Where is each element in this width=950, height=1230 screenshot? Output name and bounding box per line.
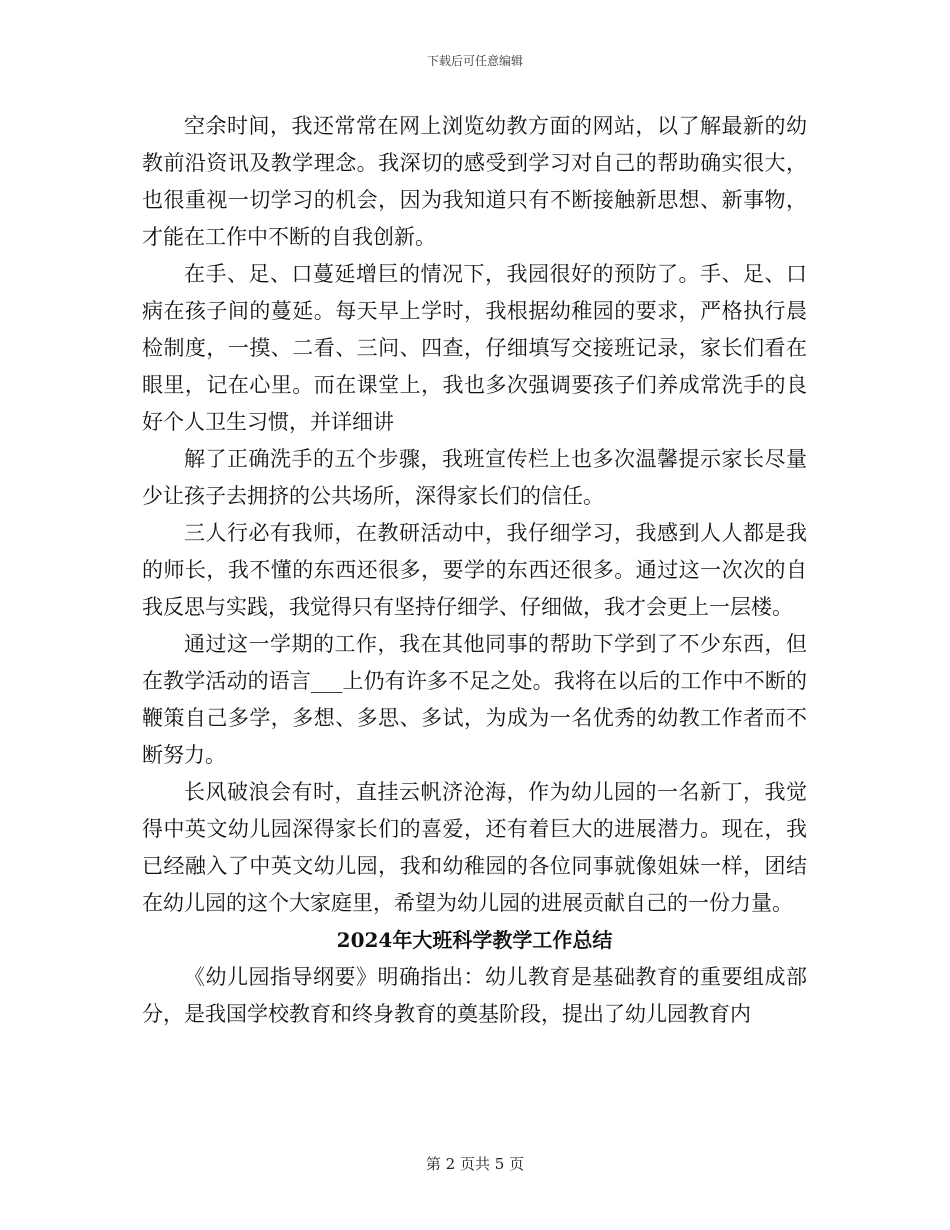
paragraph: 解了正确洗手的五个步骤，我班宣传栏上也多次温馨提示家长尽量少让孩子去拥挤的公共场所，深得家长们的信任。	[142, 447, 807, 508]
paragraph: 空余时间，我还常常在网上浏览幼教方面的网站，以了解最新的幼教前沿资讯及教学理念。我深切的感受到学习对自己的帮助确实很大，也很重视一切学习的机会，因为我知道只有不断接触新思想、新事物，才能在工作中不断的自我创新。	[142, 114, 807, 249]
section-title: 2024年大班科学教学工作总结	[336, 928, 613, 952]
page-footer: 第 2 页共 5 页	[425, 1155, 525, 1173]
paragraph: 长风破浪会有时，直挂云帆济沧海，作为幼儿园的一名新丁，我觉得中英文幼儿园深得家长们的喜爱，还有着巨大的进展潜力。现在，我已经融入了中英文幼儿园，我和幼稚园的各位同事就像姐妹一样，团结在幼儿园的这个大家庭里，希望为幼儿园的进展贡献自己的一份力量。	[142, 780, 807, 915]
paragraph: 通过这一学期的工作，我在其他同事的帮助下学到了不少东西，但在教学活动的语言___上仍有许多不足之处。我将在以后的工作中不断的鞭策自己多学，多想、多思、多试，为成为一名优秀的幼教工作者而不断努力。	[142, 632, 807, 767]
paragraph: 《幼儿园指导纲要》明确指出：幼儿教育是基础教育的重要组成部分，是我国学校教育和终身教育的奠基阶段，提出了幼儿园教育内	[142, 965, 807, 1026]
document-body	[142, 108, 807, 1033]
page-header: 下载后可任意编辑	[426, 54, 523, 68]
paragraph: 在手、足、口蔓延增巨的情况下，我园很好的预防了。手、足、口病在孩子间的蔓延。每天早上学时，我根据幼稚园的要求，严格执行晨检制度，一摸、二看、三问、四查，仔细填写交接班记录，家长们看在眼里，记在心里。而在课堂上，我也多次强调要孩子们养成常洗手的良好个人卫生习惯，并详细讲	[142, 262, 807, 434]
paragraph: 三人行必有我师，在教研活动中，我仔细学习，我感到人人都是我的师长，我不懂的东西还很多，要学的东西还很多。通过这一次次的自我反思与实践，我觉得只有坚持仔细学、仔细做，我才会更上一层楼。	[142, 521, 807, 619]
